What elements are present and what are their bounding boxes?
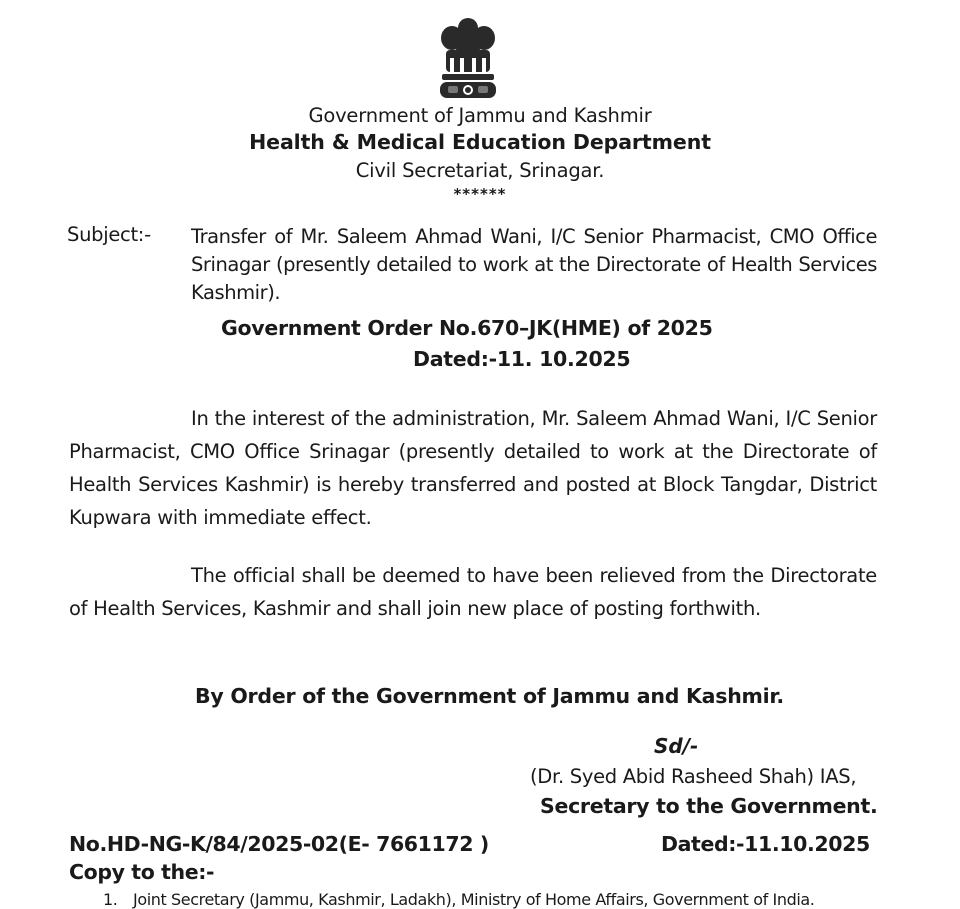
body-paragraph-1 [69,402,877,534]
copy-to-item [103,890,814,909]
copy-to-item-text: Joint Secretary (Jammu, Kashmir, Ladakh), Ministry of Home Affairs, Government of India. [133,890,815,909]
national-emblem-icon [432,14,504,102]
government-name: Government of Jammu and Kashmir [308,104,652,127]
department-name: Health & Medical Education Department [249,130,711,154]
reference-date: Dated:-11.10.2025 [661,832,870,856]
reference-number: No.HD-NG-K/84/2025-02(E- 7661172 ) [69,832,489,856]
subject-label: Subject:- [67,223,151,246]
paragraph-text: In the interest of the administration, Mr. Saleem Ahmad Wani, I/C Senior Pharmacist, CMO Office Srinagar (presently detailed to work at the Directorate of Health Services Kashmir) is hereby transferred and posted at Block Tangdar, District Kupwara with immediate effect. [69,407,877,529]
subject-text: Transfer of Mr. Saleem Ahmad Wani, I/C Senior Pharmacist, CMO Office Srinagar (presently detailed to work at the Directorate of Health Services Kashmir). [191,225,877,304]
signatory-title: Secretary to the Government. [540,794,878,818]
authority-line: By Order of the Government of Jammu and Kashmir. [195,684,784,708]
department-address: Civil Secretariat, Srinagar. [355,159,605,182]
signatory-name: (Dr. Syed Abid Rasheed Shah) IAS, [530,765,857,788]
order-date: Dated:-11. 10.2025 [413,347,631,371]
header-separator: ****** [453,185,507,203]
copy-to-item-number: 1. [103,890,118,909]
body-paragraph-2 [69,559,877,625]
signature-mark: Sd/- [654,734,699,758]
order-number: Government Order No.670–JK(HME) of 2025 [221,316,713,340]
copy-to-heading: Copy to the:- [69,860,215,884]
paragraph-text: The official shall be deemed to have been relieved from the Directorate of Health Services, Kashmir and shall join new place of posting forthwith. [69,564,877,620]
